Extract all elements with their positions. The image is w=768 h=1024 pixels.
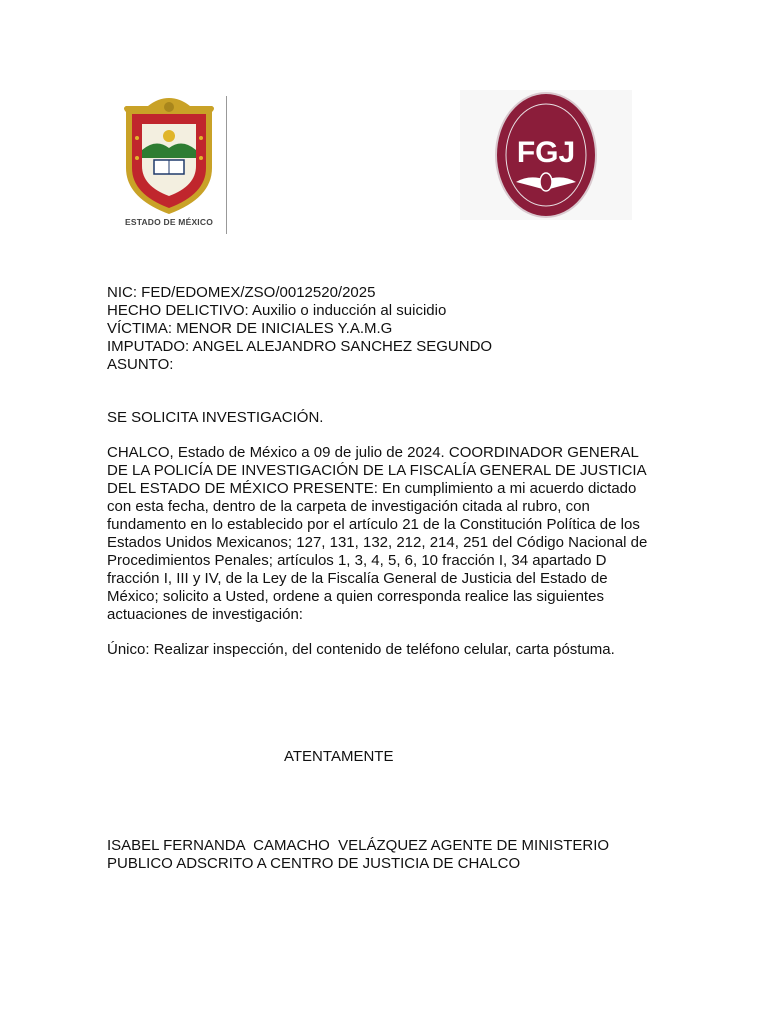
body-line: México; solicito a Usted, ordene a quien corresponda realice las siguientes: [107, 588, 604, 605]
body-line: con esta fecha, dentro de la carpeta de investigación citada al rubro, con: [107, 498, 590, 515]
estado-de-mexico-caption: ESTADO DE MÉXICO: [124, 217, 214, 227]
body-line: Estados Unidos Mexicanos; 127, 131, 132, 212, 214, 251 del Código Nacional de: [107, 534, 648, 551]
atentamente-label: ATENTAMENTE: [284, 748, 394, 765]
fgj-seal-icon: [490, 90, 602, 220]
body-line: fundamento en lo establecido por el artículo 21 de la Constitución Política de los: [107, 516, 640, 533]
body-line: fracción I, III y IV, de la Ley de la Fiscalía General de Justicia del Estado de: [107, 570, 608, 587]
body-line: DEL ESTADO DE MÉXICO PRESENTE: En cumplimiento a mi acuerdo dictado: [107, 480, 637, 497]
body-paragraph: [107, 444, 667, 624]
body-line: actuaciones de investigación:: [107, 606, 303, 623]
coat-of-arms-icon: [118, 98, 220, 216]
body-line: CHALCO, Estado de México a 09 de julio de 2024. COORDINADOR GENERAL: [107, 444, 639, 461]
unico-line: Único: Realizar inspección, del contenido de teléfono celular, carta póstuma.: [107, 641, 615, 658]
fgj-seal-letters: FGJ: [516, 136, 576, 169]
signer-line-2: PUBLICO ADSCRITO A CENTRO DE JUSTICIA DE CHALCO: [107, 855, 521, 872]
body-line: Procedimientos Penales; artículos 1, 3, 4, 5, 6, 10 fracción I, 34 apartado D: [107, 552, 607, 569]
logo-separator: [226, 96, 227, 234]
estado-de-mexico-logo: [112, 96, 228, 236]
hecho-delictivo-line: HECHO DELICTIVO: Auxilio o inducción al suicidio: [107, 302, 447, 319]
subject-line: SE SOLICITA INVESTIGACIÓN.: [107, 409, 324, 426]
imputado-line: IMPUTADO: ANGEL ALEJANDRO SANCHEZ SEGUNDO: [107, 338, 493, 355]
asunto-line: ASUNTO:: [107, 356, 174, 373]
victima-line: VÍCTIMA: MENOR DE INICIALES Y.A.M.G: [107, 320, 393, 337]
fgj-logo: [460, 90, 632, 220]
signer-line-1: ISABEL FERNANDA CAMACHO VELÁZQUEZ AGENTE DE MINISTERIO: [107, 837, 610, 854]
nic-line: NIC: FED/EDOMEX/ZSO/0012520/2025: [107, 284, 376, 301]
body-line: DE LA POLICÍA DE INVESTIGACIÓN DE LA FISCALÍA GENERAL DE JUSTICIA: [107, 462, 647, 479]
